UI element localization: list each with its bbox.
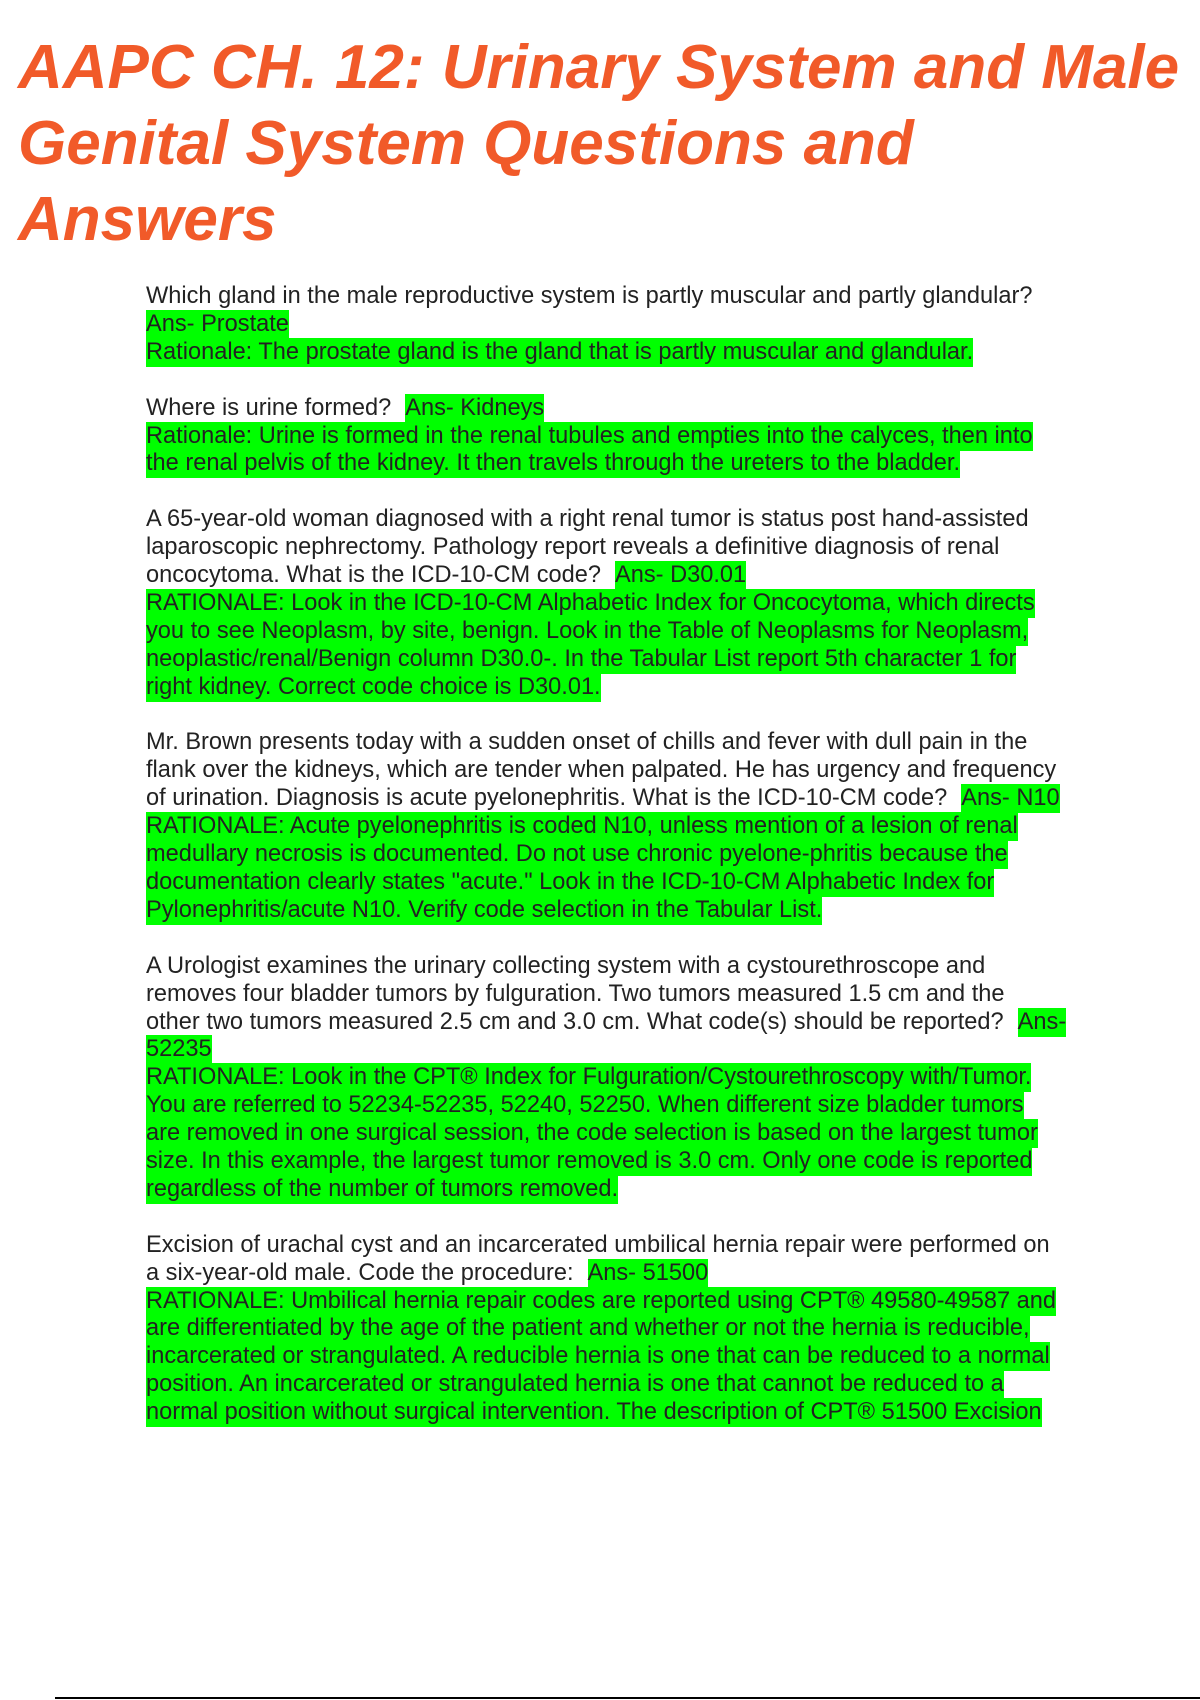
footer-divider — [55, 1697, 1200, 1699]
rationale-line: normal position without surgical intervention. The description of CPT® 51500 Excision — [146, 1399, 1042, 1426]
rationale-line: position. An incarcerated or strangulated hernia is one that cannot be reduced to a — [146, 1371, 1004, 1398]
rationale-line: are differentiated by the age of the patient and whether or not the hernia is reducible, — [146, 1315, 1030, 1342]
rationale-line: the renal pelvis of the kidney. It then travels through the ureters to the bladder. — [146, 450, 961, 477]
rationale-line: incarcerated or strangulated. A reducible hernia is one that can be reduced to a normal — [146, 1343, 1050, 1370]
rationale-line: Pylonephritis/acute N10. Verify code selection in the Tabular List. — [146, 896, 823, 923]
question-line: of urination. Diagnosis is acute pyelonephritis. What is the ICD-10-CM code? — [146, 785, 948, 812]
rationale-line: RATIONALE: Look in the CPT® Index for Fulguration/Cystourethroscopy with/Tumor. — [146, 1064, 1032, 1091]
answer-highlight: Ans- — [1017, 1008, 1067, 1035]
answer-highlight: Ans- Kidneys — [405, 394, 545, 421]
answer-highlight: Ans- Prostate — [146, 310, 289, 337]
question-line: removes four bladder tumors by fulguration. Two tumors measured 1.5 cm and the — [146, 980, 1005, 1007]
qa-item — [146, 395, 1096, 479]
question-line: A 65-year-old woman diagnosed with a right renal tumor is status post hand-assisted — [146, 506, 1029, 533]
title-line: Genital System Questions and — [18, 109, 914, 178]
question-line: Excision of urachal cyst and an incarcerated umbilical hernia repair were performed on — [146, 1231, 1050, 1258]
answer-highlight: Ans- N10 — [961, 785, 1060, 812]
rationale-line: You are referred to 52234-52235, 52240, 52250. When different size bladder tumors — [146, 1092, 1024, 1119]
rationale-line: RATIONALE: Umbilical hernia repair codes are reported using CPT® 49580-49587 and — [146, 1287, 1057, 1314]
rationale-line: Rationale: Urine is formed in the renal tubules and empties into the calyces, then into — [146, 422, 1033, 449]
rationale-line: RATIONALE: Acute pyelonephritis is coded N10, unless mention of a lesion of renal — [146, 813, 1018, 840]
rationale-line: Rationale: The prostate gland is the gland that is partly muscular and glandular. — [146, 338, 974, 365]
qa-item — [146, 283, 1096, 367]
document-title — [18, 30, 1200, 258]
question-line: Where is urine formed? — [146, 394, 392, 421]
question-line: other two tumors measured 2.5 cm and 3.0 cm. What code(s) should be reported? — [146, 1008, 1004, 1035]
rationale-line: medullary necrosis is documented. Do not use chronic pyelone-phritis because the — [146, 841, 1008, 868]
question-line: a six-year-old male. Code the procedure: — [146, 1259, 574, 1286]
rationale-line: right kidney. Correct code choice is D30.01. — [146, 673, 601, 700]
question-line: oncocytoma. What is the ICD-10-CM code? — [146, 562, 602, 589]
rationale-line: size. In this example, the largest tumor removed is 3.0 cm. Only one code is reported — [146, 1148, 1033, 1175]
question-line: Mr. Brown presents today with a sudden onset of chills and fever with dull pain in the — [146, 729, 1028, 756]
qa-list — [146, 283, 1096, 1455]
question-line: flank over the kidneys, which are tender when palpated. He has urgency and frequency — [146, 757, 1057, 784]
qa-item — [146, 729, 1096, 924]
qa-item — [146, 953, 1096, 1204]
rationale-line: regardless of the number of tumors removed. — [146, 1175, 619, 1202]
title-line: Answers — [18, 185, 277, 254]
qa-item — [146, 1232, 1096, 1427]
rationale-line: RATIONALE: Look in the ICD-10-CM Alphabetic Index for Oncocytoma, which directs — [146, 589, 1035, 616]
answer-highlight: Ans- D30.01 — [615, 562, 747, 589]
rationale-line: are removed in one surgical session, the code selection is based on the largest tumor — [146, 1120, 1038, 1147]
rationale-line: neoplastic/renal/Benign column D30.0-. In the Tabular List report 5th character 1 for — [146, 645, 1017, 672]
answer-highlight: 52235 — [146, 1036, 212, 1063]
question-line: laparoscopic nephrectomy. Pathology report reveals a definitive diagnosis of renal — [146, 534, 1000, 561]
rationale-line: documentation clearly states "acute." Look in the ICD-10-CM Alphabetic Index for — [146, 868, 995, 895]
answer-highlight: Ans- 51500 — [587, 1259, 709, 1286]
title-line: AAPC CH. 12: Urinary System and Male — [18, 33, 1180, 102]
qa-item — [146, 506, 1096, 701]
question-line: A Urologist examines the urinary collecting system with a cystourethroscope and — [146, 952, 986, 979]
question-line: Which gland in the male reproductive system is partly muscular and partly glandular? — [146, 283, 1033, 309]
rationale-line: you to see Neoplasm, by site, benign. Look in the Table of Neoplasms for Neoplasm, — [146, 617, 1029, 644]
